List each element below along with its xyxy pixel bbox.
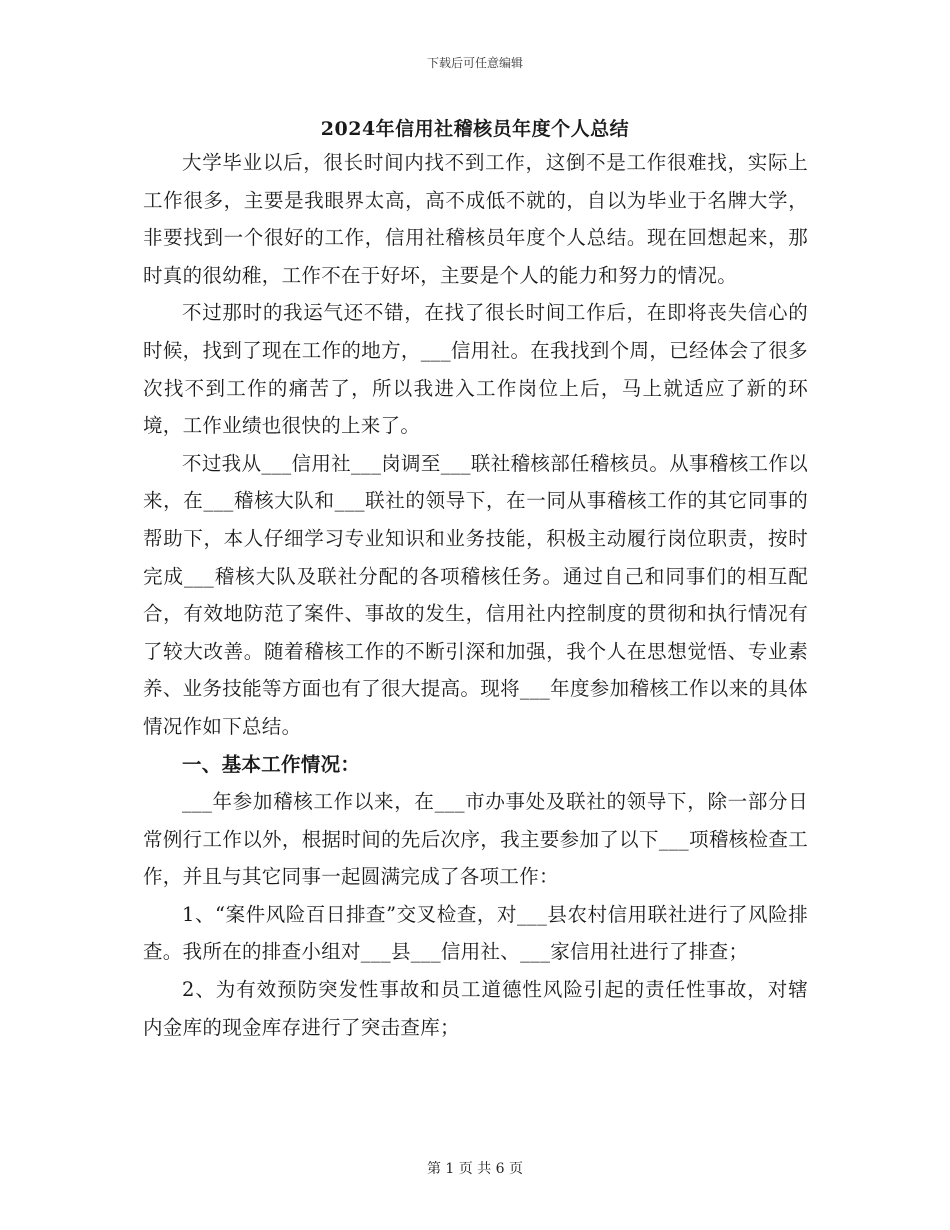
header-note: 下载后可任意编辑 <box>426 56 523 70</box>
paragraph-intro: 大学毕业以后，很长时间内找不到工作，这倒不是工作很难找，实际上工作很多，主要是我眼界太高，高不成低不就的，自以为毕业于名牌大学，非要找到一个很好的工作，信用社稽核员年度个人总结。现在回想起来，那时真的很幼稚，工作不在于好坏，主要是个人的能力和努力的情况。 <box>143 151 808 287</box>
paragraph-work-overview: ___年参加稽核工作以来，在___市办事处及联社的领导下，除一部分日常例行工作以外，根据时间的先后次序，我主要参加了以下___项稽核检查工作，并且与其它同事一起圆满完成了各项工作： <box>143 790 808 889</box>
document-title: 2024年信用社稽核员年度个人总结 <box>320 118 630 140</box>
section-heading-basic-work: 一、基本工作情况： <box>182 752 361 776</box>
paragraph-job-search: 不过那时的我运气还不错，在找了很长时间工作后，在即将丧失信心的时候，找到了现在工作的地方，___信用社。在我找到个周，已经体会了很多次找不到工作的痛苦了，所以我进入工作岗位上后，马上就适应了新的环境，工作业绩也很快的上来了。 <box>143 301 808 438</box>
document-body <box>143 144 808 1046</box>
paragraph-item-1: 1、“案件风险百日排查”交叉检查，对___县农村信用联社进行了风险排查。我所在的排查小组对___县___信用社、___家信用社进行了排查； <box>143 902 808 964</box>
paragraph-item-2: 2、为有效预防突发性事故和员工道德性风险引起的责任性事故，对辖内金库的现金库存进行了突击查库； <box>143 978 808 1039</box>
page-footer: 第 1 页 共 6 页 <box>426 1161 524 1177</box>
paragraph-transfer: 不过我从___信用社___岗调至___联社稽核部任稽核员。从事稽核工作以来，在___稽核大队和___联社的领导下，在一同从事稽核工作的其它同事的帮助下，本人仔细学习专业知识和业务技能，积极主动履行岗位职责，按时完成___稽核大队及联社分配的各项稽核任务。通过自己和同事们的相互配合，有效地防范了案件、事故的发生，信用社内控制度的贯彻和执行情况有了较大改善。随着稽核工作的不断引深和加强，我个人在思想觉悟、专业素养、业务技能等方面也有了很大提高。现将___年度参加稽核工作以来的具体情况作如下总结。 <box>143 451 808 738</box>
